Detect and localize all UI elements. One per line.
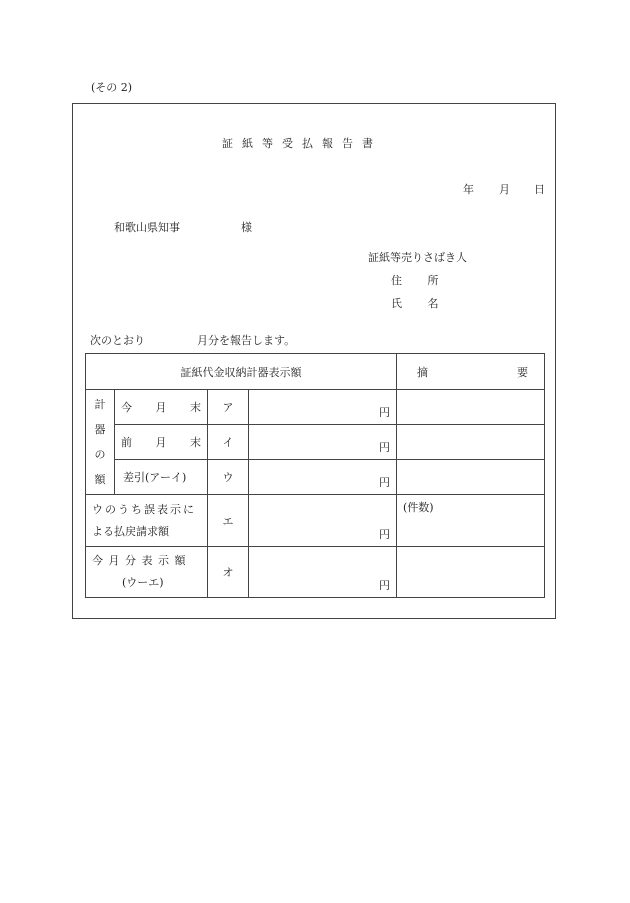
page-title: 証紙等受払報告書 [222, 137, 382, 150]
amount-cell[interactable] [249, 547, 397, 598]
table-row [86, 390, 545, 425]
row-label-char: 今 [121, 401, 132, 414]
meter-group-char-1: 計 [94, 398, 106, 411]
meter-group-char-2: 器 [94, 423, 106, 436]
amount-cell[interactable] [249, 425, 397, 460]
date-month-label: 月 [499, 183, 510, 196]
intro-suffix: 月分を報告します。 [197, 334, 296, 347]
table-row [86, 460, 545, 495]
yen-unit: 円 [379, 528, 390, 541]
remarks-cell[interactable] [397, 495, 545, 547]
reporter-name-label: 氏 名 [391, 297, 450, 310]
refund-label-line-1: ウのうち誤表示に [92, 502, 196, 516]
header-remarks [397, 354, 545, 390]
yen-unit: 円 [379, 441, 390, 454]
report-table [85, 353, 545, 598]
remarks-cell[interactable] [397, 547, 545, 598]
yen-unit: 円 [379, 579, 390, 592]
date-year-label: 年 [463, 183, 474, 196]
yen-unit: 円 [379, 406, 390, 419]
header-remarks-char-1: 摘 [417, 365, 428, 379]
row-code: エ [208, 495, 249, 547]
row-code: ア [208, 390, 249, 425]
remarks-cell[interactable] [397, 390, 545, 425]
count-label: (件数) [403, 501, 434, 514]
row-label-char: 月 [155, 436, 167, 449]
table-row [86, 425, 545, 460]
remarks-cell[interactable] [397, 425, 545, 460]
row-label-char: 月 [155, 401, 167, 414]
date-day-label: 日 [534, 183, 545, 196]
amount-cell[interactable] [249, 460, 397, 495]
amount-cell[interactable] [249, 390, 397, 425]
meter-group-label [86, 390, 115, 495]
row-code: イ [208, 425, 249, 460]
reporter-address-label: 住 所 [391, 274, 450, 287]
display-row-label [86, 547, 208, 598]
row-label-char: 末 [190, 436, 201, 449]
table-row [86, 495, 545, 547]
table-header-row [86, 354, 545, 390]
addressee-name: 和歌山県知事 [114, 221, 180, 234]
remarks-cell[interactable] [397, 460, 545, 495]
header-remarks-char-2: 要 [517, 365, 528, 379]
refund-label-line-2: よる払戻請求額 [92, 524, 169, 538]
amount-cell[interactable] [249, 495, 397, 547]
table-row [86, 547, 545, 598]
row-label-char: 末 [190, 401, 201, 414]
row-label-last-month [115, 425, 208, 460]
row-code: ウ [208, 460, 249, 495]
row-label-this-month [115, 390, 208, 425]
row-code: オ [208, 547, 249, 598]
reporter-role: 証紙等売りさばき人 [368, 251, 467, 264]
refund-row-label [86, 495, 208, 547]
form-number: (その 2) [91, 81, 133, 94]
addressee-honorific: 様 [241, 221, 252, 234]
intro-prefix: 次のとおり [90, 334, 145, 347]
display-label-line-1: 今 月 分 表 示 額 [92, 554, 187, 567]
header-main: 証紙代金収納計器表示額 [86, 354, 397, 390]
meter-group-char-3: の [94, 448, 106, 461]
row-label-char: 前 [121, 436, 132, 449]
yen-unit: 円 [379, 476, 390, 489]
display-label-line-2: (ウーエ) [122, 576, 164, 589]
row-label-difference: 差引(アーイ) [115, 460, 208, 495]
meter-group-char-4: 額 [94, 473, 106, 486]
